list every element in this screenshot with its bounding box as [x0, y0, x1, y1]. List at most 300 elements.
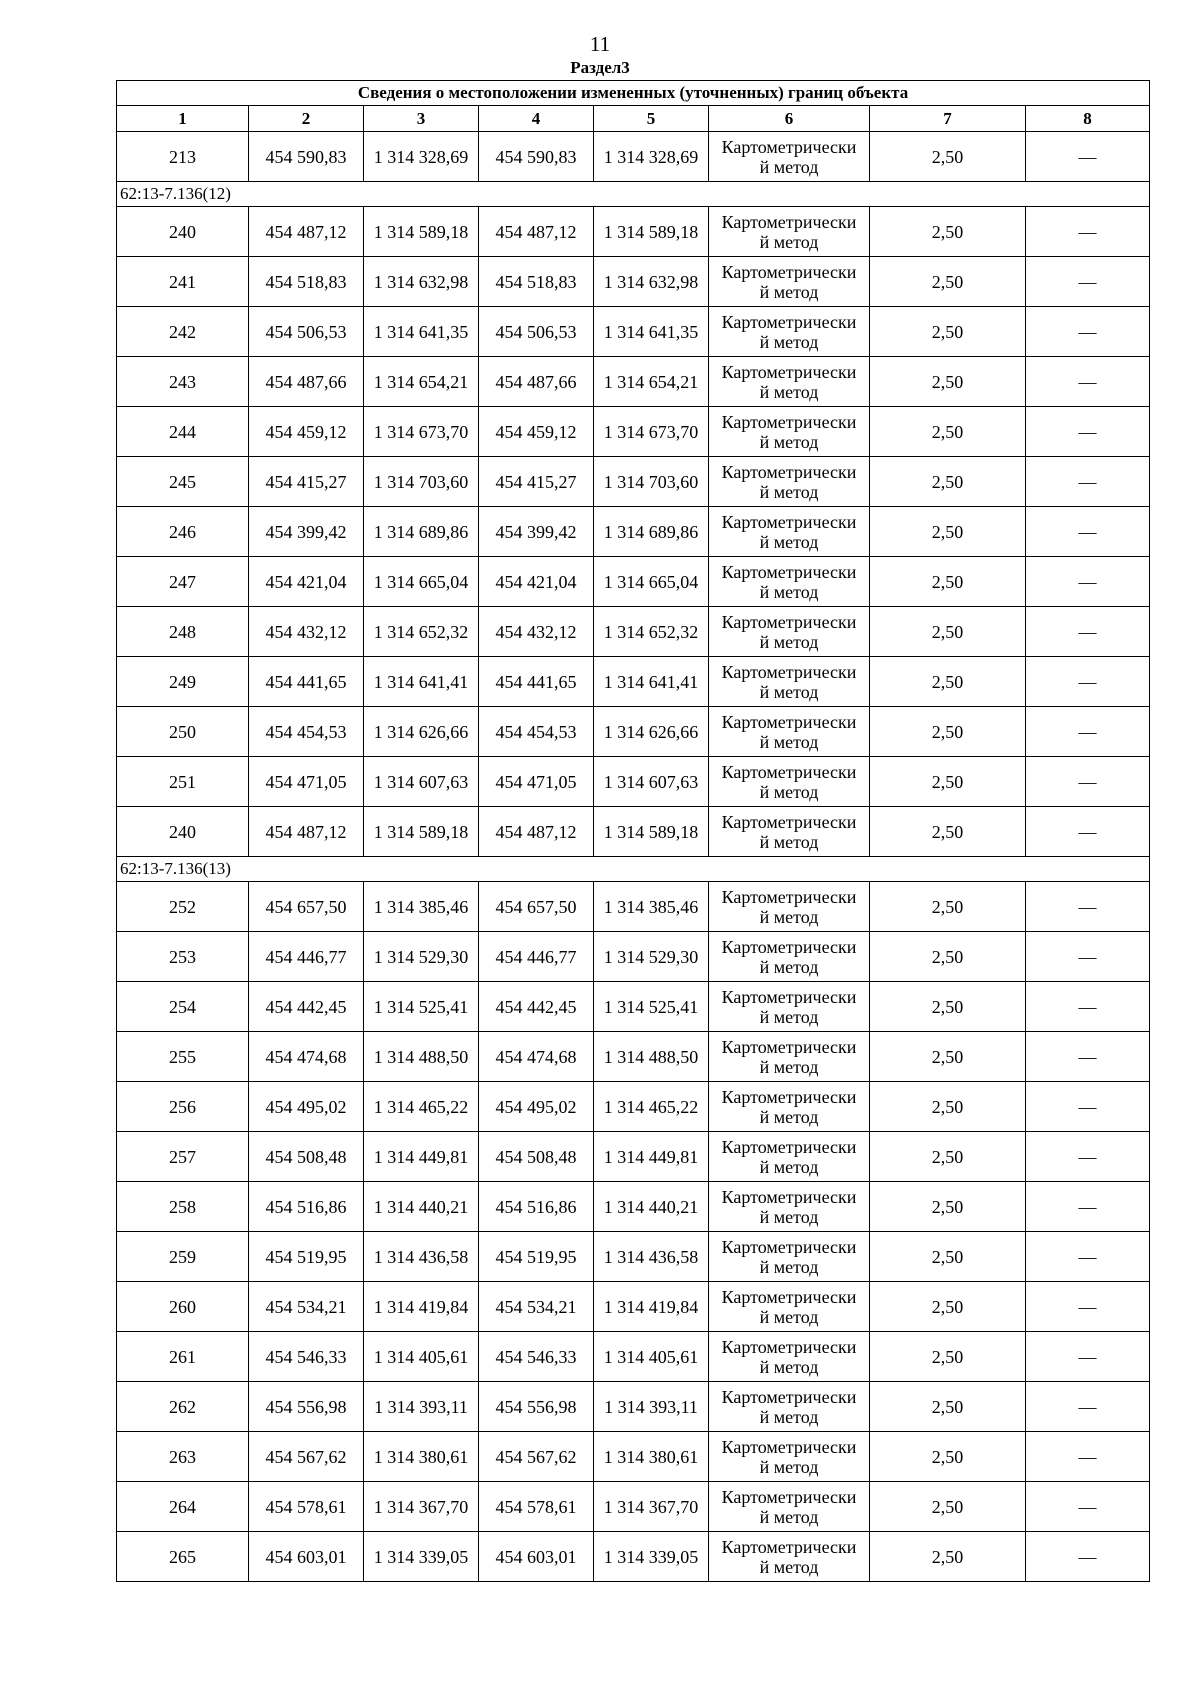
accuracy-cell: 2,50	[870, 1432, 1026, 1482]
method-text-line2: й метод	[759, 231, 819, 252]
table-row	[117, 457, 1150, 507]
accuracy-cell: 2,50	[870, 1532, 1026, 1582]
method-text-line2: й метод	[759, 1306, 819, 1327]
method-text-line1: Картометрически	[721, 361, 857, 382]
description-cell: —	[1026, 932, 1150, 982]
method-cell	[709, 207, 870, 257]
method-text-line1: Картометрически	[721, 761, 857, 782]
x-existing-cell: 454 415,27	[249, 457, 364, 507]
description-cell: —	[1026, 557, 1150, 607]
x-refined-cell: 454 590,83	[479, 132, 594, 182]
x-existing-cell: 454 441,65	[249, 657, 364, 707]
method-text-line1: Картометрически	[721, 1286, 857, 1307]
accuracy-cell: 2,50	[870, 807, 1026, 857]
description-cell: —	[1026, 257, 1150, 307]
accuracy-cell: 2,50	[870, 1232, 1026, 1282]
table-row	[117, 932, 1150, 982]
x-existing-cell: 454 590,83	[249, 132, 364, 182]
x-refined-cell: 454 474,68	[479, 1032, 594, 1082]
table-row	[117, 307, 1150, 357]
description-cell: —	[1026, 882, 1150, 932]
accuracy-cell: 2,50	[870, 932, 1026, 982]
table-row	[117, 1382, 1150, 1432]
column-number: 5	[594, 106, 709, 132]
accuracy-cell: 2,50	[870, 1132, 1026, 1182]
description-cell: —	[1026, 1032, 1150, 1082]
point-number-cell: 248	[117, 607, 249, 657]
method-text-line1: Картометрически	[721, 886, 857, 907]
method-text-line2: й метод	[759, 956, 819, 977]
y-refined-cell: 1 314 703,60	[594, 457, 709, 507]
method-text-line1: Картометрически	[721, 261, 857, 282]
y-refined-cell: 1 314 589,18	[594, 207, 709, 257]
method-cell	[709, 557, 870, 607]
y-existing-cell: 1 314 405,61	[364, 1332, 479, 1382]
method-cell	[709, 1132, 870, 1182]
y-refined-cell: 1 314 436,58	[594, 1232, 709, 1282]
description-cell: —	[1026, 757, 1150, 807]
accuracy-cell: 2,50	[870, 132, 1026, 182]
point-number-cell: 246	[117, 507, 249, 557]
table-row	[117, 757, 1150, 807]
accuracy-cell: 2,50	[870, 1482, 1026, 1532]
y-existing-cell: 1 314 367,70	[364, 1482, 479, 1532]
method-text-line2: й метод	[759, 781, 819, 802]
point-number-cell: 251	[117, 757, 249, 807]
method-text-line1: Картометрически	[721, 461, 857, 482]
method-text-line2: й метод	[759, 1406, 819, 1427]
point-number-cell: 262	[117, 1382, 249, 1432]
method-cell	[709, 407, 870, 457]
x-existing-cell: 454 487,12	[249, 807, 364, 857]
description-cell: —	[1026, 1432, 1150, 1482]
method-cell	[709, 607, 870, 657]
method-cell	[709, 1032, 870, 1082]
method-text-line1: Картометрически	[721, 711, 857, 732]
y-existing-cell: 1 314 703,60	[364, 457, 479, 507]
method-cell	[709, 1382, 870, 1432]
accuracy-cell: 2,50	[870, 407, 1026, 457]
method-text-line1: Картометрически	[721, 1086, 857, 1107]
x-refined-cell: 454 459,12	[479, 407, 594, 457]
x-refined-cell: 454 471,05	[479, 757, 594, 807]
x-existing-cell: 454 578,61	[249, 1482, 364, 1532]
y-existing-cell: 1 314 673,70	[364, 407, 479, 457]
method-text-line2: й метод	[759, 281, 819, 302]
y-refined-cell: 1 314 405,61	[594, 1332, 709, 1382]
y-existing-cell: 1 314 529,30	[364, 932, 479, 982]
method-text-line2: й метод	[759, 431, 819, 452]
description-cell: —	[1026, 307, 1150, 357]
method-text-line1: Картометрически	[721, 811, 857, 832]
method-cell	[709, 1482, 870, 1532]
table-row	[117, 1182, 1150, 1232]
x-existing-cell: 454 487,12	[249, 207, 364, 257]
method-text-line2: й метод	[759, 1256, 819, 1277]
group-label: 62:13-7.136(13)	[117, 857, 1150, 882]
description-cell: —	[1026, 1182, 1150, 1232]
method-cell	[709, 757, 870, 807]
y-refined-cell: 1 314 632,98	[594, 257, 709, 307]
x-refined-cell: 454 421,04	[479, 557, 594, 607]
method-cell	[709, 132, 870, 182]
y-existing-cell: 1 314 449,81	[364, 1132, 479, 1182]
y-existing-cell: 1 314 689,86	[364, 507, 479, 557]
point-number-cell: 243	[117, 357, 249, 407]
x-existing-cell: 454 518,83	[249, 257, 364, 307]
accuracy-cell: 2,50	[870, 1282, 1026, 1332]
y-refined-cell: 1 314 339,05	[594, 1532, 709, 1582]
accuracy-cell: 2,50	[870, 607, 1026, 657]
point-number-cell: 249	[117, 657, 249, 707]
accuracy-cell: 2,50	[870, 507, 1026, 557]
x-refined-cell: 454 399,42	[479, 507, 594, 557]
y-refined-cell: 1 314 393,11	[594, 1382, 709, 1432]
accuracy-cell: 2,50	[870, 307, 1026, 357]
table-row	[117, 1132, 1150, 1182]
table-row	[117, 1432, 1150, 1482]
column-number: 6	[709, 106, 870, 132]
accuracy-cell: 2,50	[870, 1032, 1026, 1082]
method-text-line1: Картометрически	[721, 136, 857, 157]
point-number-cell: 265	[117, 1532, 249, 1582]
y-existing-cell: 1 314 339,05	[364, 1532, 479, 1582]
table-body	[117, 81, 1150, 1582]
method-text-line1: Картометрически	[721, 411, 857, 432]
x-existing-cell: 454 519,95	[249, 1232, 364, 1282]
method-text-line1: Картометрически	[721, 1486, 857, 1507]
method-cell	[709, 657, 870, 707]
x-existing-cell: 454 508,48	[249, 1132, 364, 1182]
method-text-line2: й метод	[759, 381, 819, 402]
y-refined-cell: 1 314 641,41	[594, 657, 709, 707]
table-row	[117, 1232, 1150, 1282]
point-number-cell: 250	[117, 707, 249, 757]
method-text-line1: Картометрически	[721, 1386, 857, 1407]
y-existing-cell: 1 314 665,04	[364, 557, 479, 607]
accuracy-cell: 2,50	[870, 257, 1026, 307]
description-cell: —	[1026, 1082, 1150, 1132]
x-refined-cell: 454 556,98	[479, 1382, 594, 1432]
description-cell: —	[1026, 707, 1150, 757]
x-existing-cell: 454 556,98	[249, 1382, 364, 1432]
group-header-row	[117, 182, 1150, 207]
table-row	[117, 807, 1150, 857]
y-existing-cell: 1 314 654,21	[364, 357, 479, 407]
x-refined-cell: 454 518,83	[479, 257, 594, 307]
method-text-line2: й метод	[759, 1506, 819, 1527]
table-row	[117, 507, 1150, 557]
method-text-line2: й метод	[759, 1556, 819, 1577]
description-cell: —	[1026, 1482, 1150, 1532]
x-refined-cell: 454 495,02	[479, 1082, 594, 1132]
y-existing-cell: 1 314 589,18	[364, 807, 479, 857]
x-existing-cell: 454 442,45	[249, 982, 364, 1032]
point-number-cell: 241	[117, 257, 249, 307]
method-cell	[709, 507, 870, 557]
method-text-line2: й метод	[759, 1156, 819, 1177]
method-text-line1: Картометрически	[721, 1236, 857, 1257]
description-cell: —	[1026, 607, 1150, 657]
table-row	[117, 557, 1150, 607]
point-number-cell: 247	[117, 557, 249, 607]
method-text-line2: й метод	[759, 906, 819, 927]
method-text-line2: й метод	[759, 831, 819, 852]
method-text-line2: й метод	[759, 1056, 819, 1077]
accuracy-cell: 2,50	[870, 882, 1026, 932]
y-existing-cell: 1 314 440,21	[364, 1182, 479, 1232]
x-refined-cell: 454 578,61	[479, 1482, 594, 1532]
x-existing-cell: 454 459,12	[249, 407, 364, 457]
method-text-line1: Картометрически	[721, 1186, 857, 1207]
method-cell	[709, 1082, 870, 1132]
column-number: 1	[117, 106, 249, 132]
x-existing-cell: 454 399,42	[249, 507, 364, 557]
x-refined-cell: 454 442,45	[479, 982, 594, 1032]
x-refined-cell: 454 603,01	[479, 1532, 594, 1582]
x-refined-cell: 454 519,95	[479, 1232, 594, 1282]
column-number: 2	[249, 106, 364, 132]
method-cell	[709, 1532, 870, 1582]
method-text-line2: й метод	[759, 1206, 819, 1227]
y-refined-cell: 1 314 419,84	[594, 1282, 709, 1332]
description-cell: —	[1026, 207, 1150, 257]
page-number: 11	[589, 32, 611, 56]
point-number-cell: 213	[117, 132, 249, 182]
x-existing-cell: 454 454,53	[249, 707, 364, 757]
point-number-cell: 259	[117, 1232, 249, 1282]
x-existing-cell: 454 421,04	[249, 557, 364, 607]
table-row	[117, 1482, 1150, 1532]
y-existing-cell: 1 314 607,63	[364, 757, 479, 807]
y-existing-cell: 1 314 589,18	[364, 207, 479, 257]
table-caption-row	[117, 81, 1150, 106]
method-text-line2: й метод	[759, 681, 819, 702]
point-number-cell: 244	[117, 407, 249, 457]
y-existing-cell: 1 314 380,61	[364, 1432, 479, 1482]
point-number-cell: 257	[117, 1132, 249, 1182]
column-number: 7	[870, 106, 1026, 132]
method-cell	[709, 882, 870, 932]
accuracy-cell: 2,50	[870, 207, 1026, 257]
description-cell: —	[1026, 507, 1150, 557]
method-text-line1: Картометрически	[721, 561, 857, 582]
y-refined-cell: 1 314 665,04	[594, 557, 709, 607]
method-text-line2: й метод	[759, 481, 819, 502]
x-refined-cell: 454 487,12	[479, 807, 594, 857]
point-number-cell: 263	[117, 1432, 249, 1482]
table-row	[117, 407, 1150, 457]
method-cell	[709, 307, 870, 357]
method-cell	[709, 807, 870, 857]
y-refined-cell: 1 314 525,41	[594, 982, 709, 1032]
y-refined-cell: 1 314 465,22	[594, 1082, 709, 1132]
point-number-cell: 240	[117, 207, 249, 257]
x-existing-cell: 454 487,66	[249, 357, 364, 407]
x-refined-cell: 454 432,12	[479, 607, 594, 657]
accuracy-cell: 2,50	[870, 1382, 1026, 1432]
y-refined-cell: 1 314 607,63	[594, 757, 709, 807]
description-cell: —	[1026, 657, 1150, 707]
method-text-line2: й метод	[759, 331, 819, 352]
method-cell	[709, 982, 870, 1032]
y-refined-cell: 1 314 367,70	[594, 1482, 709, 1532]
accuracy-cell: 2,50	[870, 457, 1026, 507]
x-refined-cell: 454 441,65	[479, 657, 594, 707]
y-refined-cell: 1 314 589,18	[594, 807, 709, 857]
y-refined-cell: 1 314 385,46	[594, 882, 709, 932]
accuracy-cell: 2,50	[870, 657, 1026, 707]
method-text-line1: Картометрически	[721, 211, 857, 232]
method-cell	[709, 457, 870, 507]
point-number-cell: 261	[117, 1332, 249, 1382]
x-refined-cell: 454 567,62	[479, 1432, 594, 1482]
y-refined-cell: 1 314 328,69	[594, 132, 709, 182]
method-text-line2: й метод	[759, 731, 819, 752]
y-existing-cell: 1 314 465,22	[364, 1082, 479, 1132]
x-existing-cell: 454 446,77	[249, 932, 364, 982]
x-existing-cell: 454 471,05	[249, 757, 364, 807]
y-existing-cell: 1 314 393,11	[364, 1382, 479, 1432]
y-existing-cell: 1 314 626,66	[364, 707, 479, 757]
boundary-coordinates-table	[116, 80, 1150, 1582]
y-existing-cell: 1 314 641,41	[364, 657, 479, 707]
y-existing-cell: 1 314 328,69	[364, 132, 479, 182]
method-cell	[709, 1182, 870, 1232]
x-refined-cell: 454 446,77	[479, 932, 594, 982]
method-cell	[709, 1232, 870, 1282]
table-row	[117, 707, 1150, 757]
accuracy-cell: 2,50	[870, 982, 1026, 1032]
accuracy-cell: 2,50	[870, 1182, 1026, 1232]
method-text-line1: Картометрически	[721, 986, 857, 1007]
y-refined-cell: 1 314 380,61	[594, 1432, 709, 1482]
x-existing-cell: 454 603,01	[249, 1532, 364, 1582]
point-number-cell: 258	[117, 1182, 249, 1232]
y-refined-cell: 1 314 440,21	[594, 1182, 709, 1232]
description-cell: —	[1026, 1232, 1150, 1282]
x-refined-cell: 454 454,53	[479, 707, 594, 757]
method-text-line1: Картометрически	[721, 511, 857, 532]
y-refined-cell: 1 314 673,70	[594, 407, 709, 457]
y-refined-cell: 1 314 689,86	[594, 507, 709, 557]
x-existing-cell: 454 495,02	[249, 1082, 364, 1132]
method-cell	[709, 357, 870, 407]
table-row	[117, 1282, 1150, 1332]
x-refined-cell: 454 487,12	[479, 207, 594, 257]
method-cell	[709, 257, 870, 307]
table-row	[117, 657, 1150, 707]
x-existing-cell: 454 432,12	[249, 607, 364, 657]
column-number-row	[117, 106, 1150, 132]
table-row	[117, 982, 1150, 1032]
description-cell: —	[1026, 982, 1150, 1032]
method-text-line2: й метод	[759, 531, 819, 552]
point-number-cell: 254	[117, 982, 249, 1032]
point-number-cell: 264	[117, 1482, 249, 1532]
point-number-cell: 260	[117, 1282, 249, 1332]
method-text-line1: Картометрически	[721, 661, 857, 682]
accuracy-cell: 2,50	[870, 757, 1026, 807]
point-number-cell: 256	[117, 1082, 249, 1132]
y-refined-cell: 1 314 654,21	[594, 357, 709, 407]
y-existing-cell: 1 314 525,41	[364, 982, 479, 1032]
y-existing-cell: 1 314 436,58	[364, 1232, 479, 1282]
table-row	[117, 1532, 1150, 1582]
point-number-cell: 240	[117, 807, 249, 857]
x-existing-cell: 454 546,33	[249, 1332, 364, 1382]
method-cell	[709, 932, 870, 982]
table-row	[117, 257, 1150, 307]
group-header-row	[117, 857, 1150, 882]
method-text-line1: Картометрически	[721, 1036, 857, 1057]
column-number: 8	[1026, 106, 1150, 132]
method-cell	[709, 707, 870, 757]
column-number: 4	[479, 106, 594, 132]
x-existing-cell: 454 534,21	[249, 1282, 364, 1332]
section-title: Раздел3	[570, 58, 630, 77]
table-row	[117, 207, 1150, 257]
y-existing-cell: 1 314 641,35	[364, 307, 479, 357]
method-text-line1: Картометрически	[721, 1136, 857, 1157]
description-cell: —	[1026, 1132, 1150, 1182]
x-refined-cell: 454 534,21	[479, 1282, 594, 1332]
x-refined-cell: 454 657,50	[479, 882, 594, 932]
x-refined-cell: 454 508,48	[479, 1132, 594, 1182]
method-text-line2: й метод	[759, 1356, 819, 1377]
y-existing-cell: 1 314 488,50	[364, 1032, 479, 1082]
point-number-cell: 255	[117, 1032, 249, 1082]
x-refined-cell: 454 487,66	[479, 357, 594, 407]
table-row	[117, 357, 1150, 407]
accuracy-cell: 2,50	[870, 357, 1026, 407]
table-row	[117, 607, 1150, 657]
x-refined-cell: 454 415,27	[479, 457, 594, 507]
x-existing-cell: 454 506,53	[249, 307, 364, 357]
method-text-line1: Картометрически	[721, 1536, 857, 1557]
point-number-cell: 253	[117, 932, 249, 982]
x-refined-cell: 454 506,53	[479, 307, 594, 357]
method-text-line2: й метод	[759, 156, 819, 177]
table-row	[117, 132, 1150, 182]
y-refined-cell: 1 314 626,66	[594, 707, 709, 757]
method-text-line1: Картометрически	[721, 1336, 857, 1357]
method-cell	[709, 1432, 870, 1482]
accuracy-cell: 2,50	[870, 1332, 1026, 1382]
description-cell: —	[1026, 807, 1150, 857]
point-number-cell: 252	[117, 882, 249, 932]
description-cell: —	[1026, 1282, 1150, 1332]
method-cell	[709, 1282, 870, 1332]
method-text-line2: й метод	[759, 1106, 819, 1127]
accuracy-cell: 2,50	[870, 707, 1026, 757]
y-existing-cell: 1 314 652,32	[364, 607, 479, 657]
table-row	[117, 1082, 1150, 1132]
y-existing-cell: 1 314 632,98	[364, 257, 479, 307]
y-refined-cell: 1 314 449,81	[594, 1132, 709, 1182]
description-cell: —	[1026, 1332, 1150, 1382]
method-text-line2: й метод	[759, 1006, 819, 1027]
method-text-line1: Картометрически	[721, 936, 857, 957]
y-refined-cell: 1 314 652,32	[594, 607, 709, 657]
y-refined-cell: 1 314 641,35	[594, 307, 709, 357]
description-cell: —	[1026, 407, 1150, 457]
accuracy-cell: 2,50	[870, 557, 1026, 607]
method-text-line1: Картометрически	[721, 611, 857, 632]
description-cell: —	[1026, 1532, 1150, 1582]
column-number: 3	[364, 106, 479, 132]
table-row	[117, 882, 1150, 932]
